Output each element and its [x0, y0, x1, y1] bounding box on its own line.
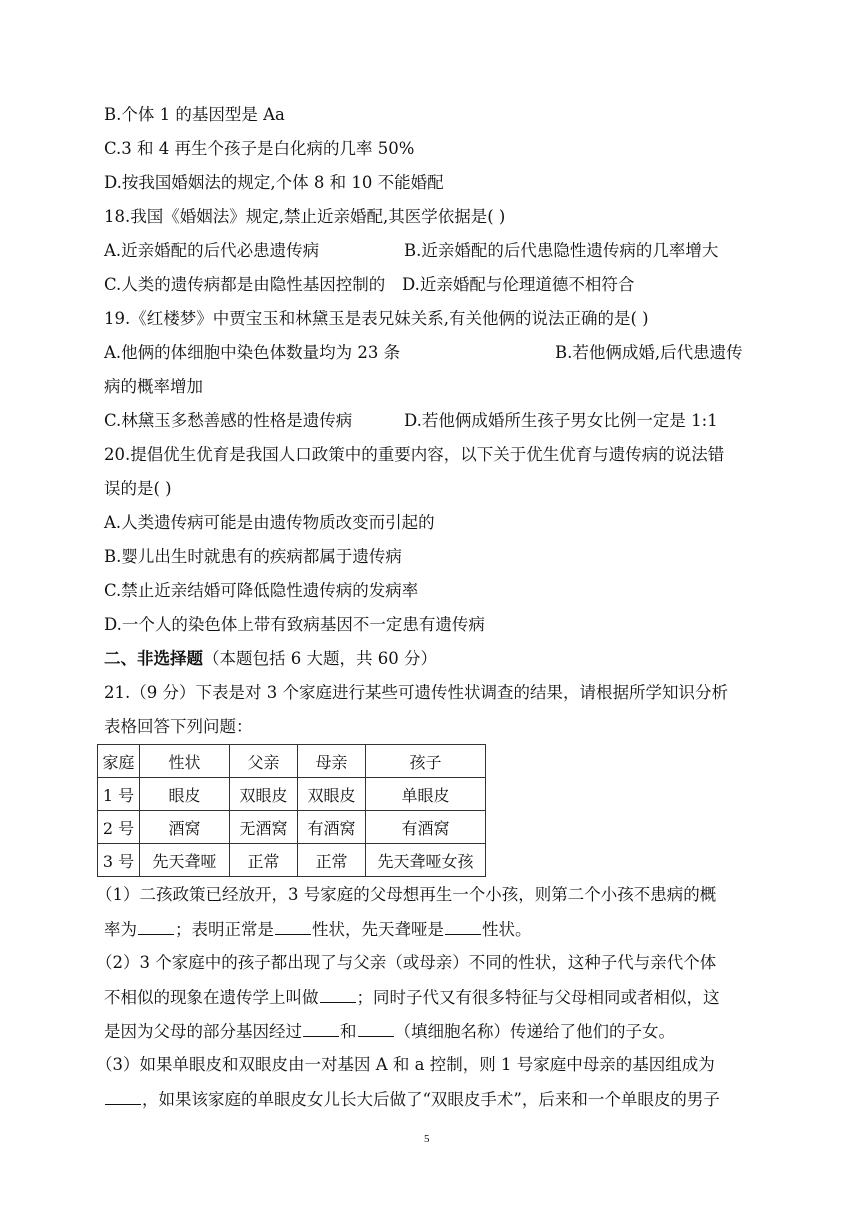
q18-option-a: A.近亲婚配的后代必患遗传病: [104, 241, 320, 260]
answer-blank[interactable]: [105, 1088, 141, 1105]
table-cell: 有酒窝: [366, 811, 486, 844]
answer-blank[interactable]: [275, 918, 311, 935]
table-cell: 正常: [298, 844, 366, 877]
table-cell: 先天聋哑: [140, 844, 230, 877]
q20-option-a: A.人类遗传病可能是由遗传物质改变而引起的: [104, 513, 435, 532]
q18-option-b: B.近亲婚配的后代患隐性遗传病的几率增大: [404, 241, 719, 260]
table-row: [98, 778, 486, 811]
q21-part2-line2: [104, 986, 720, 1009]
q21-part3-text-a: ，如果该家庭的单眼皮女儿长大后做了“双眼皮手术”，后来和一个单眼皮的男子: [142, 1090, 720, 1109]
section-heading: [104, 648, 437, 670]
q21-part2-text-b: ；同时子代又有很多特征与父母相同或者相似，这: [356, 988, 720, 1007]
q20-option-b: B.婴儿出生时就患有的疾病都属于遗传病: [104, 547, 402, 566]
q21-stem-line2: 表格回答下列问题：: [104, 717, 253, 736]
table-header-cell: 母亲: [298, 745, 366, 778]
q20-stem-line2: 误的是( ): [104, 479, 172, 498]
q19-option-c: C.林黛玉多愁善感的性格是遗传病: [104, 411, 353, 430]
survey-table: [97, 744, 486, 877]
q21-part1-text-d: 性状。: [482, 920, 532, 939]
q21-part2-text-d: 和: [340, 1022, 357, 1041]
table-cell: 酒窝: [140, 811, 230, 844]
q21-stem-line1: 21.（9 分）下表是对 3 个家庭进行某些可遗传性状调查的结果，请根据所学知识分析: [104, 683, 728, 702]
q21-part3-line1: （3）如果单眼皮和双眼皮由一对基因 A 和 a 控制，则 1 号家庭中母亲的基因组成为: [96, 1055, 715, 1074]
section-title: 二、非选择题: [104, 649, 203, 668]
q21-part2-line3: [104, 1020, 675, 1043]
q21-part1-text-b: ；表明正常是: [175, 920, 274, 939]
table-header-cell: 家庭: [98, 745, 140, 778]
table-cell: 1 号: [98, 778, 140, 811]
q19-option-b-continued: 病的概率增加: [104, 377, 203, 396]
q21-part2-text-a: 不相似的现象在遗传学上叫做: [104, 988, 319, 1007]
q21-part1-text-c: 性状，先天聋哑是: [312, 920, 444, 939]
table-header-row: [98, 745, 486, 778]
q21-part3-line2: [104, 1088, 720, 1111]
table-cell: 正常: [230, 844, 298, 877]
q21-part2-text-c: 是因为父母的部分基因经过: [104, 1022, 302, 1041]
table-cell: 2 号: [98, 811, 140, 844]
table-header-cell: 孩子: [366, 745, 486, 778]
section-note: （本题包括 6 大题，共 60 分）: [203, 649, 437, 668]
q20-option-c: C.禁止近亲结婚可降低隐性遗传病的发病率: [104, 581, 419, 600]
table-cell: 单眼皮: [366, 778, 486, 811]
q19-stem: 19.《红楼梦》中贾宝玉和林黛玉是表兄妹关系,有关他俩的说法正确的是( ): [104, 309, 649, 328]
table-header-cell: 父亲: [230, 745, 298, 778]
q19-option-a: A.他俩的体细胞中染色体数量均为 23 条: [104, 343, 401, 362]
table-cell: 3 号: [98, 844, 140, 877]
table-header-cell: 性状: [140, 745, 230, 778]
q18-option-c: C.人类的遗传病都是由隐性基因控制的: [104, 275, 386, 294]
table-row: [98, 844, 486, 877]
q18-option-d: D.近亲婚配与伦理道德不相符合: [402, 275, 635, 294]
q17-option-d: D.按我国婚姻法的规定,个体 8 和 10 不能婚配: [104, 173, 444, 192]
table-cell: 先天聋哑女孩: [366, 844, 486, 877]
answer-blank[interactable]: [303, 1020, 339, 1037]
answer-blank[interactable]: [320, 986, 356, 1003]
answer-blank[interactable]: [445, 918, 481, 935]
page-number: 5: [424, 1133, 430, 1145]
table-cell: 有酒窝: [298, 811, 366, 844]
q20-option-d: D.一个人的染色体上带有致病基因不一定患有遗传病: [104, 615, 485, 634]
table-row: [98, 811, 486, 844]
q19-option-d: D.若他俩成婚所生孩子男女比例一定是 1:1: [404, 411, 718, 430]
q21-part2-line1: （2）3 个家庭中的孩子都出现了与父亲（或母亲）不同的性状，这种子代与亲代个体: [96, 953, 717, 972]
q17-option-c: C.3 和 4 再生个孩子是白化病的几率 50%: [104, 139, 415, 158]
q21-part1-line1: （1）二孩政策已经放开，3 号家庭的父母想再生一个小孩，则第二个小孩不患病的概: [96, 885, 717, 904]
answer-blank[interactable]: [138, 918, 174, 935]
q21-part2-text-e: （填细胞名称）传递给了他们的子女。: [394, 1022, 675, 1041]
q21-part1-text-a: 率为: [104, 920, 137, 939]
table-cell: 眼皮: [140, 778, 230, 811]
q20-stem-line1: 20.提倡优生优育是我国人口政策中的重要内容，以下关于优生优育与遗传病的说法错: [104, 445, 725, 464]
q18-stem: 18.我国《婚姻法》规定,禁止近亲婚配,其医学依据是( ): [104, 207, 506, 226]
q21-part1-line2: [104, 918, 532, 941]
answer-blank[interactable]: [358, 1020, 394, 1037]
table-cell: 双眼皮: [230, 778, 298, 811]
q17-option-b: B.个体 1 的基因型是 Aa: [104, 105, 285, 124]
q19-option-b: B.若他俩成婚,后代患遗传: [555, 343, 743, 362]
table-cell: 无酒窝: [230, 811, 298, 844]
table-cell: 双眼皮: [298, 778, 366, 811]
